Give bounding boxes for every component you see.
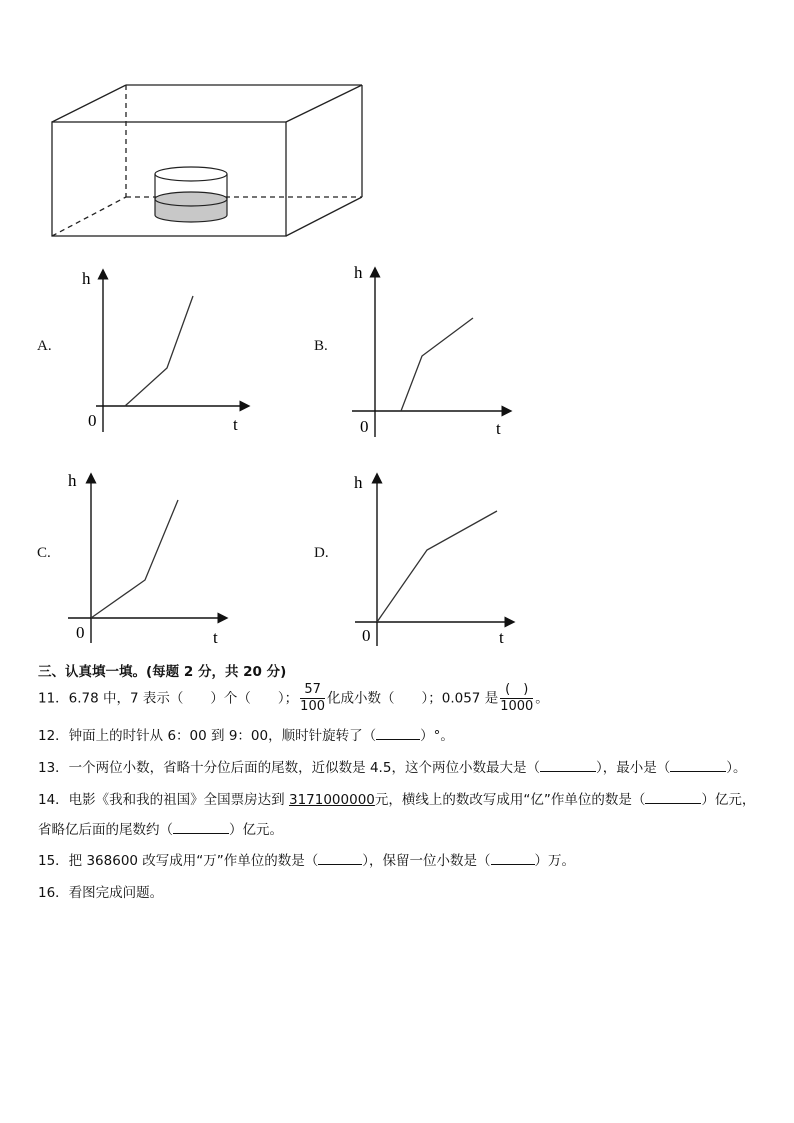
option-label-a: A. bbox=[37, 338, 52, 354]
graph-a-h-label: h bbox=[82, 269, 91, 288]
q15-prefix: 15．把 368600 改写成用“万”作单位的数是（ bbox=[38, 853, 319, 869]
q14-approx-blank[interactable] bbox=[173, 821, 229, 834]
box-with-cylinder-figure bbox=[0, 0, 794, 260]
q15-suffix: ）万。 bbox=[534, 853, 576, 869]
q14-line2-suffix: ）亿元。 bbox=[229, 822, 283, 838]
graph-b bbox=[342, 262, 532, 442]
question-15 bbox=[38, 852, 575, 870]
q12-prefix: 12．钟面上的时针从 6：00 到 9：00，顺时针旋转了（ bbox=[38, 728, 377, 744]
graph-c-curve bbox=[91, 500, 178, 618]
q11-frac1-numerator: 57 bbox=[300, 682, 325, 699]
graph-d-origin: 0 bbox=[362, 626, 371, 645]
option-label-c: C. bbox=[37, 545, 51, 561]
q13-middle: ），最小是（ bbox=[595, 760, 671, 776]
graph-c-origin: 0 bbox=[76, 623, 85, 642]
graph-a-t-label: t bbox=[233, 415, 238, 434]
option-label-d: D. bbox=[314, 545, 329, 561]
graph-c-h-label: h bbox=[68, 471, 77, 490]
question-14-line-2 bbox=[38, 821, 283, 839]
graph-d bbox=[345, 468, 535, 648]
q14-suffix: ）亿元， bbox=[701, 792, 756, 808]
q14-underlined-number: 3171000000 bbox=[288, 792, 375, 808]
graph-b-h-label: h bbox=[354, 263, 363, 282]
q16-text: 16．看图完成问题。 bbox=[38, 885, 164, 901]
q14-yi-blank[interactable] bbox=[645, 791, 701, 804]
graph-a-curve bbox=[125, 296, 193, 406]
q14-line2-prefix: 省略亿后面的尾数约（ bbox=[38, 822, 173, 838]
q13-suffix: ）。 bbox=[726, 760, 747, 776]
graph-a-origin: 0 bbox=[88, 411, 97, 430]
q12-answer-blank[interactable] bbox=[376, 727, 420, 740]
graph-c-t-label: t bbox=[213, 628, 218, 647]
q14-prefix: 14．电影《我和我的祖国》全国票房达到 bbox=[38, 792, 289, 808]
q13-prefix: 13．一个两位小数，省略十分位后面的尾数，近似数是 4.5，这个两位小数最大是（ bbox=[38, 760, 540, 776]
graph-b-curve bbox=[401, 318, 473, 411]
section-title: 三、认真填一填。(每题 2 分，共 20 分) bbox=[38, 664, 287, 680]
q11-fraction-57-100 bbox=[300, 682, 325, 715]
graph-d-curve bbox=[377, 511, 497, 622]
q11-suffix: 。 bbox=[535, 690, 549, 707]
graph-b-t-label: t bbox=[496, 419, 501, 438]
q11-middle: 化成小数（ ）；0.057 是 bbox=[327, 690, 499, 707]
graph-b-origin: 0 bbox=[360, 417, 369, 436]
question-14 bbox=[38, 791, 755, 809]
question-16 bbox=[38, 884, 163, 902]
graph-d-t-label: t bbox=[499, 628, 504, 647]
q12-suffix: ）°。 bbox=[420, 728, 454, 744]
q11-fraction-blank-1000 bbox=[500, 682, 533, 715]
option-label-b: B. bbox=[314, 338, 328, 354]
q15-round-blank[interactable] bbox=[491, 852, 535, 865]
question-13 bbox=[38, 759, 746, 777]
graph-c bbox=[58, 468, 248, 648]
question-12 bbox=[38, 727, 454, 745]
question-11 bbox=[38, 682, 549, 715]
graph-a bbox=[70, 262, 260, 442]
q15-wan-blank[interactable] bbox=[318, 852, 362, 865]
q11-frac2-denominator: 1000 bbox=[500, 699, 534, 714]
q11-frac1-denominator: 100 bbox=[300, 699, 325, 714]
q15-middle: ），保留一位小数是（ bbox=[362, 853, 491, 869]
q13-max-blank[interactable] bbox=[540, 759, 596, 772]
graph-d-h-label: h bbox=[354, 473, 363, 492]
q11-prefix: 11．6.78 中，7 表示（ ）个（ ）； bbox=[38, 690, 299, 707]
q14-middle: 元，横线上的数改写成用“亿”作单位的数是（ bbox=[374, 792, 646, 808]
q13-min-blank[interactable] bbox=[670, 759, 726, 772]
q11-frac2-numerator: ( ) bbox=[500, 682, 533, 699]
